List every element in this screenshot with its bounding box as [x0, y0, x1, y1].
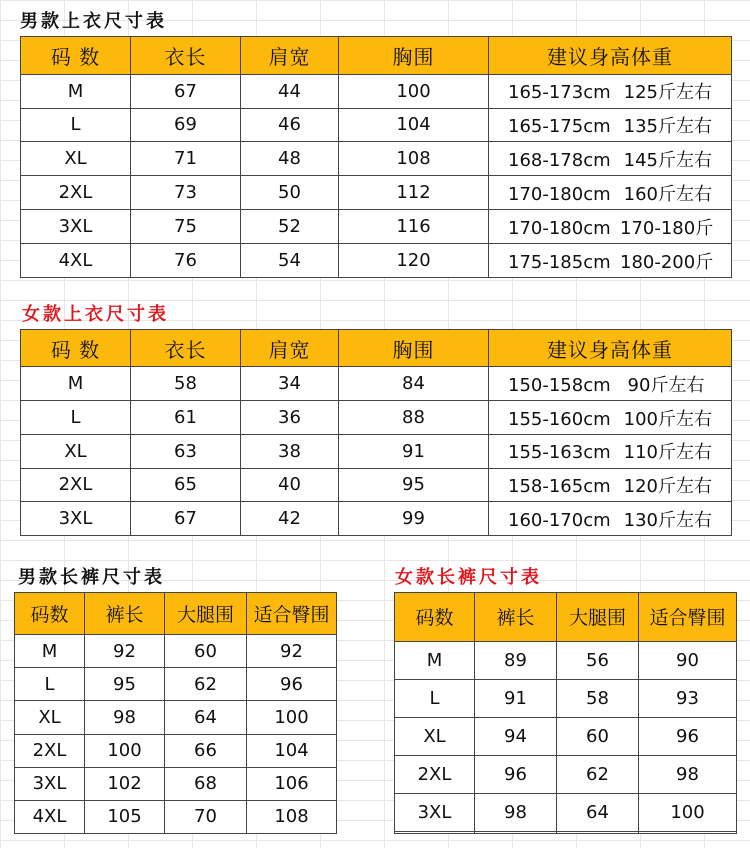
- cell-shoulder: 48: [241, 142, 339, 176]
- men-pants-title: 男款长裤尺寸表: [18, 567, 165, 588]
- table-row: [21, 502, 732, 536]
- table-row: [15, 701, 337, 734]
- men-pants-table: [14, 592, 337, 834]
- header-size: 码数: [15, 593, 85, 635]
- cell-shoulder: 52: [241, 210, 339, 244]
- cell-height-weight: [489, 74, 732, 108]
- cell-chest: 84: [339, 367, 489, 401]
- cell-size: [395, 832, 475, 834]
- cell-shoulder: 38: [241, 434, 339, 468]
- cell-length: 75: [131, 210, 241, 244]
- cell-size: M: [21, 74, 131, 108]
- cell-height-weight: [489, 108, 732, 142]
- cell-pants-length: 92: [85, 635, 165, 668]
- women-pants-title: 女款长裤尺寸表: [395, 567, 542, 588]
- cell-thigh: 64: [557, 794, 639, 832]
- header-row: [21, 330, 732, 367]
- cell-size: XL: [15, 701, 85, 734]
- cell-thigh: 62: [557, 755, 639, 793]
- header-pants-length: 裤长: [85, 593, 165, 635]
- men-top-table: [20, 36, 732, 278]
- table-row: [395, 755, 737, 793]
- header-height-weight: 建议身高体重: [489, 37, 732, 75]
- cell-thigh: 60: [557, 717, 639, 755]
- header-thigh: 大腿围: [557, 593, 639, 642]
- cell-shoulder: 54: [241, 244, 339, 278]
- cell-thigh: 56: [557, 641, 639, 679]
- cell-pants-length: 100: [85, 734, 165, 767]
- table-row: [15, 668, 337, 701]
- cell-hip: 100: [639, 794, 737, 832]
- table-row: [15, 800, 337, 833]
- cell-hip: 104: [247, 734, 337, 767]
- cell-weight: 100斤左右: [623, 408, 712, 430]
- cell-shoulder: 36: [241, 401, 339, 435]
- cell-weight: 170-180斤: [620, 217, 714, 239]
- cell-thigh: 66: [165, 734, 247, 767]
- cell-height: 168-178cm: [508, 149, 611, 171]
- cell-hip: 100: [247, 701, 337, 734]
- cell-pants-length: 105: [85, 800, 165, 833]
- cell-chest: 100: [339, 74, 489, 108]
- cell-height-weight: [489, 434, 732, 468]
- cell-length: 76: [131, 244, 241, 278]
- cell-size: 4XL: [21, 244, 131, 278]
- header-row: [395, 593, 737, 642]
- header-size: 码 数: [21, 37, 131, 75]
- cell-height: 155-160cm: [508, 408, 611, 430]
- cell-hip: 90: [639, 641, 737, 679]
- cell-height: 160-170cm: [508, 509, 611, 531]
- table-row: [21, 142, 732, 176]
- cell-size: 2XL: [15, 734, 85, 767]
- cell-thigh: 62: [165, 668, 247, 701]
- header-chest: 胸围: [339, 330, 489, 367]
- table-row: [21, 210, 732, 244]
- cell-height: 170-180cm: [508, 183, 611, 205]
- header-size: 码 数: [21, 330, 131, 367]
- cell-height-weight: [489, 244, 732, 278]
- cell-height-weight: [489, 502, 732, 536]
- women-top-title: 女款上衣尺寸表: [22, 304, 169, 325]
- cell-height: 165-173cm: [508, 82, 611, 104]
- cell-thigh: [557, 832, 639, 834]
- cell-pants-length: 91: [475, 679, 557, 717]
- cell-size: XL: [21, 142, 131, 176]
- cell-pants-length: 98: [475, 794, 557, 832]
- cell-shoulder: 46: [241, 108, 339, 142]
- cell-hip: 92: [247, 635, 337, 668]
- table-row: [395, 717, 737, 755]
- cell-height: 155-163cm: [508, 442, 611, 464]
- cell-chest: 112: [339, 176, 489, 210]
- cell-size: L: [21, 108, 131, 142]
- table-row: [21, 401, 732, 435]
- header-shoulder: 肩宽: [241, 330, 339, 367]
- cell-hip: 93: [639, 679, 737, 717]
- cell-weight: 145斤左右: [623, 149, 712, 171]
- cell-height-weight: [489, 367, 732, 401]
- cell-weight: 90斤左右: [627, 374, 705, 396]
- cell-weight: 125斤左右: [623, 82, 712, 104]
- cell-chest: 88: [339, 401, 489, 435]
- women-top-table: [20, 329, 732, 536]
- cell-length: 71: [131, 142, 241, 176]
- table-row: [15, 767, 337, 800]
- cell-shoulder: 42: [241, 502, 339, 536]
- table-row: [395, 641, 737, 679]
- cell-thigh: 58: [557, 679, 639, 717]
- table-row: [15, 635, 337, 668]
- cell-height-weight: [489, 142, 732, 176]
- cell-chest: 116: [339, 210, 489, 244]
- header-size: 码数: [395, 593, 475, 642]
- cell-thigh: 68: [165, 767, 247, 800]
- cell-hip: 98: [639, 755, 737, 793]
- cell-thigh: 64: [165, 701, 247, 734]
- cell-weight: 160斤左右: [623, 183, 712, 205]
- cell-length: 69: [131, 108, 241, 142]
- header-hip: 适合臀围: [247, 593, 337, 635]
- cell-size: M: [21, 367, 131, 401]
- header-row: [15, 593, 337, 635]
- cell-length: 67: [131, 502, 241, 536]
- header-row: [21, 37, 732, 75]
- table-row: [21, 176, 732, 210]
- cell-size: 2XL: [395, 755, 475, 793]
- women-pants-table: [394, 592, 737, 834]
- table-row: [21, 434, 732, 468]
- cell-pants-length: 98: [85, 701, 165, 734]
- cell-length: 61: [131, 401, 241, 435]
- cell-size: 2XL: [21, 176, 131, 210]
- cell-chest: 104: [339, 108, 489, 142]
- cell-thigh: 60: [165, 635, 247, 668]
- header-chest: 胸围: [339, 37, 489, 75]
- cell-size: 3XL: [21, 502, 131, 536]
- cell-pants-length: 96: [475, 755, 557, 793]
- cell-size: 4XL: [15, 800, 85, 833]
- cell-height: 158-165cm: [508, 475, 611, 497]
- table-row: [21, 468, 732, 502]
- header-hip: 适合臀围: [639, 593, 737, 642]
- cell-chest: 95: [339, 468, 489, 502]
- cell-size: M: [395, 641, 475, 679]
- cell-chest: 99: [339, 502, 489, 536]
- table-row: [395, 794, 737, 832]
- cell-thigh: 70: [165, 800, 247, 833]
- table-row: [21, 244, 732, 278]
- cell-shoulder: 40: [241, 468, 339, 502]
- cell-weight: 130斤左右: [623, 509, 712, 531]
- table-row: [395, 679, 737, 717]
- cell-hip: 108: [247, 800, 337, 833]
- cell-hip: 106: [247, 767, 337, 800]
- cell-size: 3XL: [21, 210, 131, 244]
- table-row: [15, 734, 337, 767]
- cell-shoulder: 50: [241, 176, 339, 210]
- header-thigh: 大腿围: [165, 593, 247, 635]
- cell-size: M: [15, 635, 85, 668]
- cell-length: 73: [131, 176, 241, 210]
- header-length: 衣长: [131, 37, 241, 75]
- cell-hip: [639, 832, 737, 834]
- cell-height-weight: [489, 210, 732, 244]
- cell-height: 170-180cm: [508, 217, 611, 239]
- cell-height: 165-175cm: [508, 115, 611, 137]
- cell-length: 58: [131, 367, 241, 401]
- cell-weight: 120斤左右: [623, 475, 712, 497]
- cell-size: 3XL: [395, 794, 475, 832]
- cell-size: L: [15, 668, 85, 701]
- cell-height-weight: [489, 176, 732, 210]
- cell-hip: 96: [247, 668, 337, 701]
- cell-height: 150-158cm: [508, 374, 611, 396]
- table-row: [395, 832, 737, 834]
- cell-shoulder: 34: [241, 367, 339, 401]
- cell-weight: 135斤左右: [623, 115, 712, 137]
- cell-pants-length: 89: [475, 641, 557, 679]
- cell-pants-length: [475, 832, 557, 834]
- cell-length: 63: [131, 434, 241, 468]
- cell-chest: 108: [339, 142, 489, 176]
- cell-shoulder: 44: [241, 74, 339, 108]
- cell-chest: 91: [339, 434, 489, 468]
- cell-length: 65: [131, 468, 241, 502]
- header-pants-length: 裤长: [475, 593, 557, 642]
- cell-pants-length: 102: [85, 767, 165, 800]
- header-shoulder: 肩宽: [241, 37, 339, 75]
- cell-size: 2XL: [21, 468, 131, 502]
- cell-pants-length: 94: [475, 717, 557, 755]
- table-row: [21, 367, 732, 401]
- cell-height: 175-185cm: [508, 251, 611, 273]
- men-top-title: 男款上衣尺寸表: [20, 11, 167, 32]
- cell-hip: 96: [639, 717, 737, 755]
- header-length: 衣长: [131, 330, 241, 367]
- cell-chest: 120: [339, 244, 489, 278]
- table-row: [21, 74, 732, 108]
- cell-weight: 110斤左右: [623, 442, 712, 464]
- cell-length: 67: [131, 74, 241, 108]
- cell-size: L: [395, 679, 475, 717]
- cell-pants-length: 95: [85, 668, 165, 701]
- cell-size: L: [21, 401, 131, 435]
- cell-weight: 180-200斤: [620, 251, 714, 273]
- cell-size: XL: [21, 434, 131, 468]
- cell-size: XL: [395, 717, 475, 755]
- cell-height-weight: [489, 401, 732, 435]
- cell-size: 3XL: [15, 767, 85, 800]
- table-row: [21, 108, 732, 142]
- header-height-weight: 建议身高体重: [489, 330, 732, 367]
- cell-height-weight: [489, 468, 732, 502]
